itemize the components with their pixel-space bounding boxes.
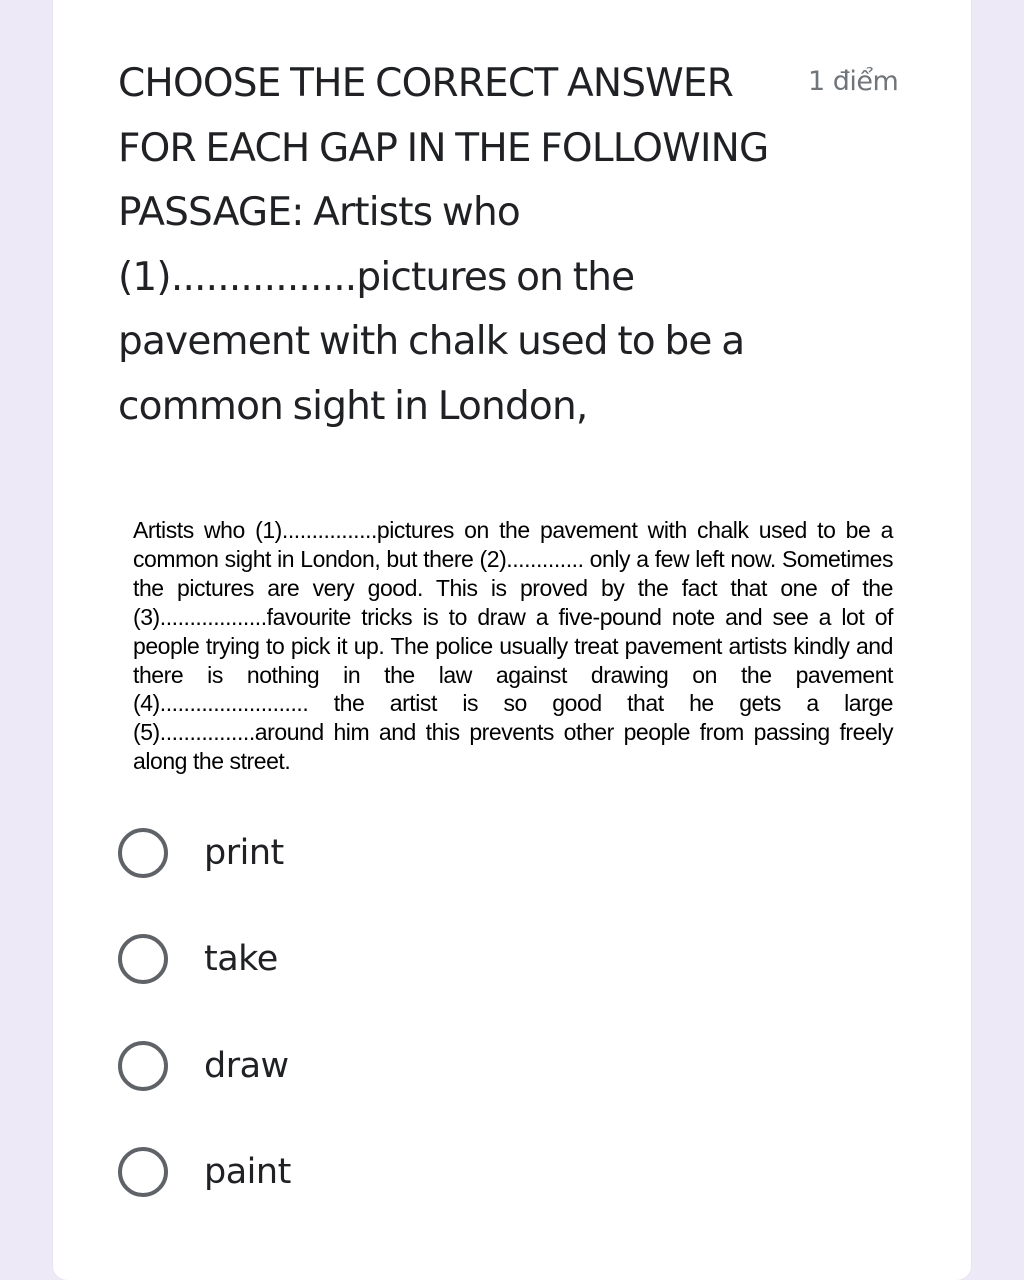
question-title: CHOOSE THE CORRECT ANSWER FOR EACH GAP IN THE FOLLOWING PASSAGE: Artists who (1)................pictures on the pavement with chalk used to be a common sight in London, [118,61,769,429]
option-label: print [204,833,284,873]
radio-button-icon[interactable] [118,934,168,984]
option-label: paint [204,1152,291,1192]
option-print[interactable] [118,823,718,883]
option-label: take [204,939,278,979]
passage-image: Artists who (1)................pictures on the pavement with chalk used to be a common sight in London, but there (2)............. only a few left now. Sometimes the pictures are very good. This is proved by the fact that one of the (3)..................favourite tricks is to draw a five-pound note and see a lot of people trying to pick it up. The police usually treat pavement artists kindly and there is nothing in the law against drawing on the pavement (4)......................... the artist is so good that he gets a large (5)................around him and this prevents other people from passing freely along the street. [133,517,893,775]
radio-button-icon[interactable] [118,1041,168,1091]
option-draw[interactable] [118,1036,718,1096]
option-label: draw [204,1046,289,1086]
radio-button-icon[interactable] [118,1147,168,1197]
option-paint[interactable] [118,1142,718,1202]
points-label: 1 điểm [808,66,899,97]
radio-button-icon[interactable] [118,828,168,878]
option-take[interactable] [118,929,718,989]
